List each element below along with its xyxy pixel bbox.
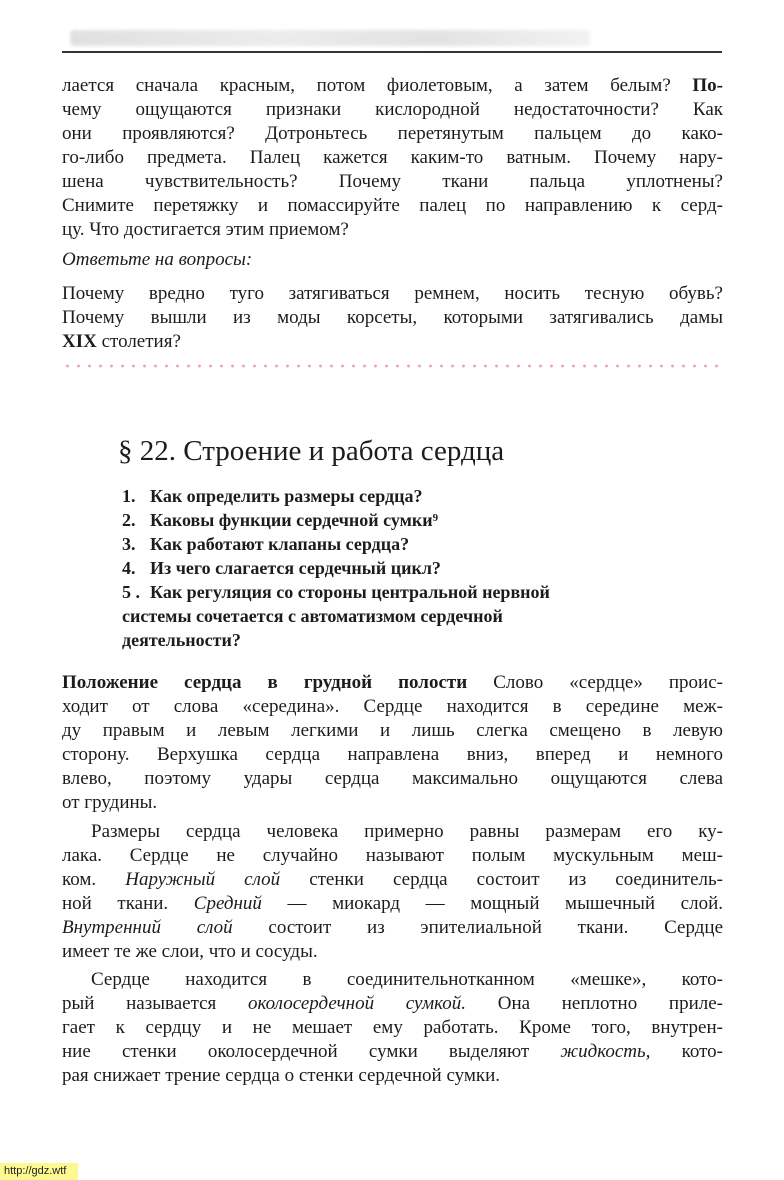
text-line (62, 98, 723, 122)
text-line (62, 695, 723, 719)
text-run: — миокард — мощный мышечный слой. (261, 893, 723, 914)
text-run: Почему вредно туго затягиваться ремнем, носить тесную обувь? (62, 283, 723, 304)
question-item (118, 604, 678, 628)
question-text: Как регуляция со стороны центральной нервной (150, 582, 550, 602)
italic-term: Средний (193, 893, 262, 914)
text-run: сторону. Верхушка сердца направлена вниз, вперед и немного (62, 744, 723, 765)
text-run: шена чувствительность? Почему ткани пальца уплотнены? (62, 171, 723, 192)
text-line (62, 671, 723, 695)
text-line (62, 892, 723, 916)
text-line (62, 844, 723, 868)
text-run: ной ткани. (62, 893, 194, 914)
text-line (62, 122, 723, 146)
question-number: 1. (122, 486, 136, 506)
question-item (118, 556, 678, 580)
italic-term: жидкость, (560, 1041, 651, 1062)
text-run: кото- (650, 1041, 723, 1062)
text-run: Сердце находится в соединительнотканном «мешке», кото- (91, 969, 723, 990)
text-line (62, 791, 723, 815)
question-text: деятельности? (122, 630, 241, 650)
top-paragraph (62, 74, 723, 242)
question-item (118, 484, 678, 508)
question-number: 4. (122, 558, 136, 578)
text-line (62, 743, 723, 767)
text-line (62, 218, 723, 242)
text-line (62, 1040, 723, 1064)
italic-term: Наружный слой (125, 869, 281, 890)
text-run: ходит от слова «середина». Сердце находится в середине меж- (62, 696, 723, 717)
text-run: столетия? (96, 331, 181, 352)
text-line (62, 146, 723, 170)
text-run: ком. (62, 869, 126, 890)
question-item (118, 532, 678, 556)
answer-paragraph (62, 282, 723, 354)
paragraph-heart-size (62, 820, 723, 964)
paragraph-position-of-heart (62, 671, 723, 815)
section-title: § 22. Строение и работа сердца (118, 435, 505, 467)
watermark-url: http://gdz.wtf (0, 1163, 78, 1180)
text-line (62, 820, 723, 844)
header-rule (62, 51, 722, 53)
text-line (62, 194, 723, 218)
question-text: Как работают клапаны сердца? (150, 534, 410, 554)
bold-text: По- (692, 75, 723, 96)
text-run: Слово «сердце» проис- (467, 672, 723, 693)
text-run: стенки сердца состоит из соединитель- (280, 869, 723, 890)
question-list (118, 484, 678, 652)
text-run: гает к сердцу и не мешает ему работать. Кроме того, внутрен- (62, 1017, 723, 1038)
text-line (62, 1064, 723, 1088)
text-run: состоит из эпителиальной ткани. Сердце (232, 917, 723, 938)
question-item (118, 580, 678, 604)
dotted-divider (62, 364, 723, 368)
text-run: чему ощущаются признаки кислородной недостаточности? Как (62, 99, 723, 120)
text-run: цу. Что достигается этим приемом? (62, 219, 349, 240)
italic-term: околосердечной сумкой. (247, 993, 467, 1014)
italic-term: Внутренний слой (62, 917, 233, 938)
text-run: Снимите перетяжку и помассируйте палец по направлению к серд- (62, 195, 723, 216)
text-line (62, 767, 723, 791)
question-number: 2. (122, 510, 136, 530)
text-line (62, 282, 723, 306)
text-run: ние стенки околосердечной сумки выделяют (62, 1041, 561, 1062)
question-text: Из чего слагается сердечный цикл? (150, 558, 441, 578)
running-header-blurred (70, 30, 590, 46)
text-line (62, 916, 723, 940)
text-line (62, 719, 723, 743)
text-run: го-либо предмета. Палец кажется каким-то ватным. Почему нару- (62, 147, 723, 168)
paragraph-pericardium (62, 968, 723, 1088)
text-run: рая снижает трение сердца о стенки сердечной сумки. (62, 1065, 501, 1086)
text-run: они проявляются? Дотроньтесь перетянутым пальцем до како- (62, 123, 723, 144)
text-line (62, 330, 723, 354)
text-run: рый называется (62, 993, 248, 1014)
text-line (62, 170, 723, 194)
question-number: 5 . (122, 582, 140, 602)
text-run: лается сначала красным, потом фиолетовым, а затем белым? (62, 75, 693, 96)
text-run: лака. Сердце не случайно называют полым мускульным меш- (62, 845, 723, 866)
question-number: 3. (122, 534, 136, 554)
text-line (62, 940, 723, 964)
text-line (62, 74, 723, 98)
text-run: имеет те же слои, что и сосуды. (62, 941, 318, 962)
text-run: Почему вышли из моды корсеты, которыми затягивались дамы (62, 307, 723, 328)
text-line (62, 1016, 723, 1040)
text-run: от грудины. (62, 792, 158, 813)
text-line (62, 968, 723, 992)
text-run: Размеры сердца человека примерно равны размерам его ку- (91, 821, 723, 842)
text-run: влево, поэтому удары сердца максимально ощущаются слева (62, 768, 723, 789)
bold-text: Положение сердца в грудной полости (62, 672, 468, 693)
text-run: ду правым и левым легкими и лишь слегка смещено в левую (62, 720, 723, 741)
text-run: Она неплотно приле- (466, 993, 723, 1014)
text-line (62, 992, 723, 1016)
question-item (118, 508, 678, 532)
text-line (62, 868, 723, 892)
question-text: Как определить размеры сердца? (150, 486, 423, 506)
bold-text: XIX (62, 331, 97, 352)
question-item (118, 628, 678, 652)
text-line (62, 306, 723, 330)
question-text: Каковы функции сердечной сумки⁹ (150, 510, 439, 530)
question-text: системы сочетается с автоматизмом сердечной (122, 606, 503, 626)
answer-heading: Ответьте на вопросы: (62, 249, 253, 270)
